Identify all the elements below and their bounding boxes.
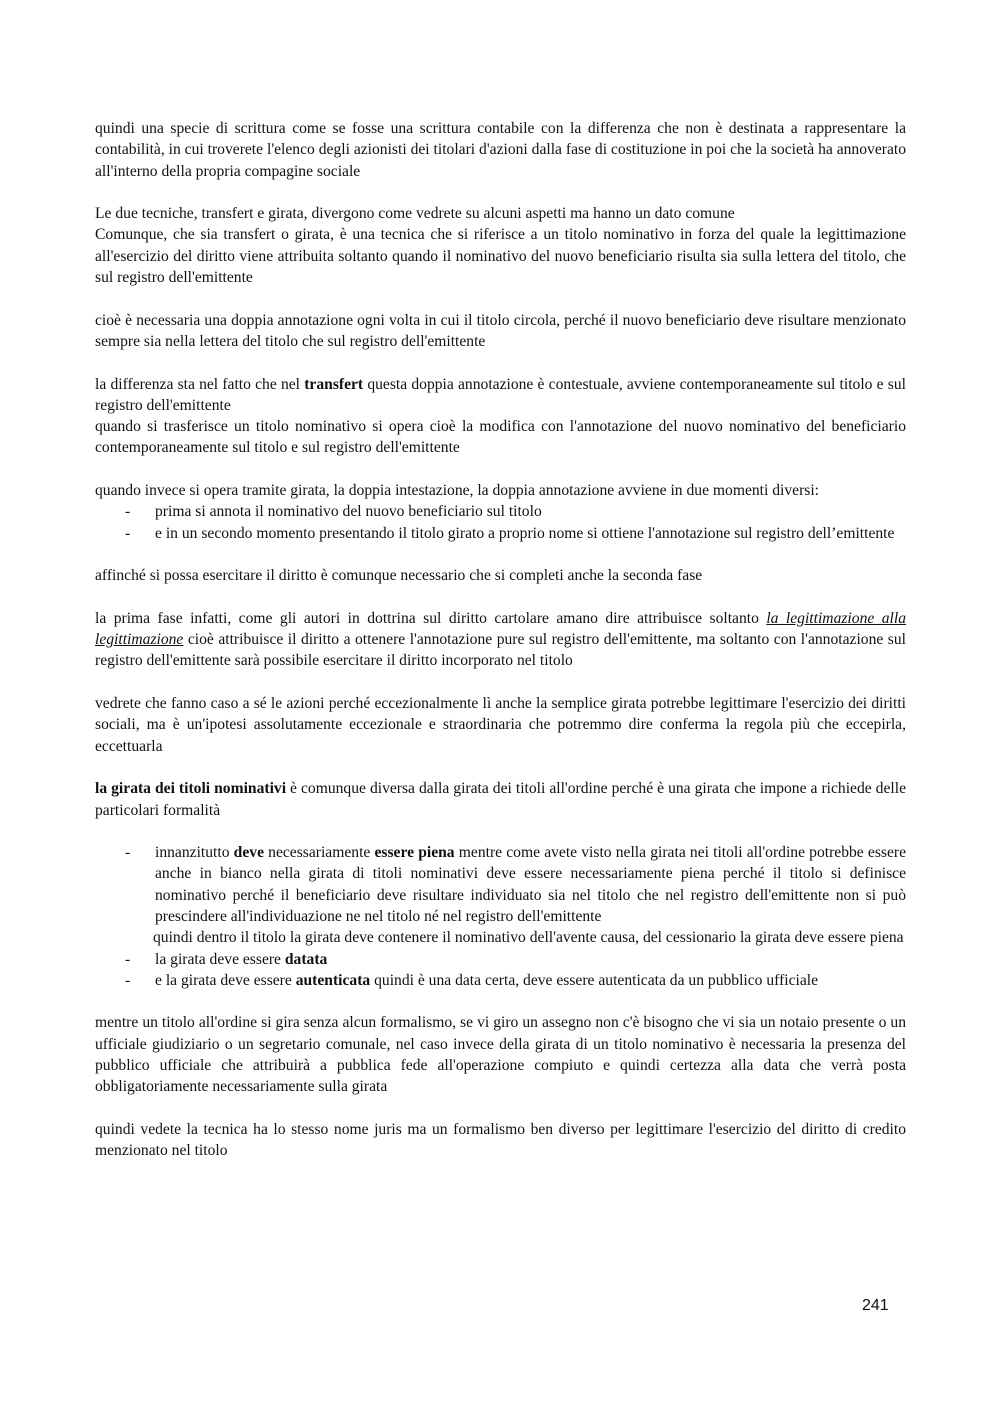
- text-line: Le due tecniche, transfert e girata, divergono come vedrete su alcuni aspetti ma hanno un dato comune: [95, 205, 735, 223]
- document-body: [95, 118, 906, 1183]
- bullet-dash: -: [125, 524, 131, 542]
- formalities-list: [95, 842, 906, 991]
- text-run: questa doppia annotazione è contestuale, avviene contemporaneamente sul titolo e sul registro dell'emittente: [95, 375, 907, 414]
- text-line: Comunque, che sia transfert o girata, è una tecnica che si riferisce a un titolo nominativo in forza del quale la legittimazione all'esercizio del diritto viene attribuita soltanto quando il nominativo del nuovo beneficiario risulta sia sulla lettera del titolo, che sul registro dell'emittente: [95, 226, 906, 287]
- list-item: [95, 501, 906, 522]
- underlined-term: la legittimazione alla legittimazione: [95, 609, 906, 649]
- bullet-dash: -: [125, 950, 131, 968]
- list-item-continuation: quindi dentro il titolo la girata deve contenere il nominativo dell'avente causa, del cessionario la girata deve essere piena: [153, 929, 904, 947]
- list-item: [95, 949, 906, 970]
- paragraph: vedrete che fanno caso a sé le azioni perché eccezionalmente lì anche la semplice girata potrebbe legittimare l'esercizio dei diritti sociali, ma è un'ipotesi assolutamente eccezionale e straordinaria che potremmo dire conferma la regola più che eccepirla, eccettuarla: [95, 695, 906, 755]
- paragraph: cioè è necessaria una doppia annotazione ogni volta in cui il titolo circola, perché il nuovo beneficiario deve risultare menzionato sempre sia nella lettera del titolo che sul registro dell'emittente: [95, 311, 906, 350]
- paragraph: quindi vedete la tecnica ha lo stesso nome juris ma un formalismo ben diverso per legittimare l'esercizio del diritto di credito menzionato nel titolo: [95, 1120, 906, 1160]
- bold-term: transfert: [304, 375, 364, 393]
- text-run: è comunque diversa dalla girata dei titoli all'ordine perché è una girata che impone a richiede delle particolari formalità: [95, 780, 906, 819]
- bullet-dash: -: [125, 503, 131, 521]
- paragraph: affinché si possa esercitare il diritto è comunque necessario che si completi anche la seconda fase: [95, 567, 703, 585]
- bold-term: autenticata: [295, 971, 371, 989]
- text-run: cioè attribuisce il diritto a ottenere l'annotazione pure sul registro dell'emittente, ma soltanto con l'annotazione sul registro dell'emittente sarà possibile esercitare il diritto incorporato nel titolo: [95, 631, 906, 670]
- bold-term: la girata dei titoli nominativi: [95, 780, 287, 798]
- paragraph: quindi una specie di scrittura come se fosse una scrittura contabile con la differenza che non è destinata a rappresentare la contabilità, in cui troverete l'elenco degli azionisti dei titolari d'azioni dalla fase di costituzione in poi che la società ha annoverato all'interno della propria compagine sociale: [95, 120, 906, 180]
- list-item: [95, 842, 906, 927]
- text-run: mentre come avete visto nella girata nei titoli all'ordine potrebbe essere anche in bianco nella girata di titoli nominativi deve essere necessariamente piena perché il titolo si definisce nominativo perché il beneficiario deve risultare individuato sia nel titolo che nel registro dell'emittente non si può prescindere all'individuazione ne nel titolo né nel registro dell'emittente: [155, 844, 906, 925]
- paragraph-with-list: [95, 480, 906, 544]
- bold-term: essere piena: [374, 844, 455, 862]
- paragraph: [95, 608, 906, 672]
- text-run: innanzitutto: [155, 844, 234, 862]
- text-run: la prima fase infatti, come gli autori in dottrina sul diritto cartolare amano dire attribuisce soltanto: [95, 609, 767, 627]
- paragraph: quando invece si opera tramite girata, la doppia intestazione, la doppia annotazione avviene in due momenti diversi:: [95, 482, 819, 500]
- page-number: 241: [862, 1297, 889, 1314]
- text-run: e la girata deve essere: [155, 971, 296, 989]
- paragraph: [95, 203, 906, 288]
- bold-term: deve: [233, 844, 264, 862]
- bold-term: datata: [284, 950, 328, 968]
- list-item-text: e in un secondo momento presentando il titolo girato a proprio nome si ottiene l'annotazione sul registro dell’emittente: [155, 524, 895, 542]
- list-item: [95, 523, 906, 544]
- text-run: la girata deve essere: [155, 950, 285, 968]
- text-line: quando si trasferisce un titolo nominativo si opera cioè la modifica con l'annotazione del nuovo nominativo del beneficiario contemporaneamente sul titolo e sul registro dell'emittente: [95, 418, 906, 457]
- text-run: la differenza sta nel fatto che nel: [95, 375, 305, 393]
- text-run: quindi è una data certa, deve essere autenticata da un pubblico ufficiale: [370, 971, 819, 989]
- text-run: necessariamente: [263, 844, 375, 862]
- list-item-text: prima si annota il nominativo del nuovo beneficiario sul titolo: [155, 503, 542, 521]
- list-item: [95, 970, 906, 991]
- bullet-dash: -: [125, 971, 131, 989]
- bullet-dash: -: [125, 844, 131, 862]
- paragraph: mentre un titolo all'ordine si gira senza alcun formalismo, se vi giro un assegno non c'è bisogno che vi sia un notaio presente o un ufficiale giudiziario o un segretario comunale, nel caso invece della girata di un titolo nominativo è necessaria la presenza del pubblico ufficiale che attribuirà a pubblica fede all'operazione compiuto e quindi certezza alla data che verrà posta obbligatoriamente necessariamente sulla girata: [95, 1014, 906, 1096]
- paragraph: [95, 778, 906, 821]
- paragraph: [95, 374, 906, 459]
